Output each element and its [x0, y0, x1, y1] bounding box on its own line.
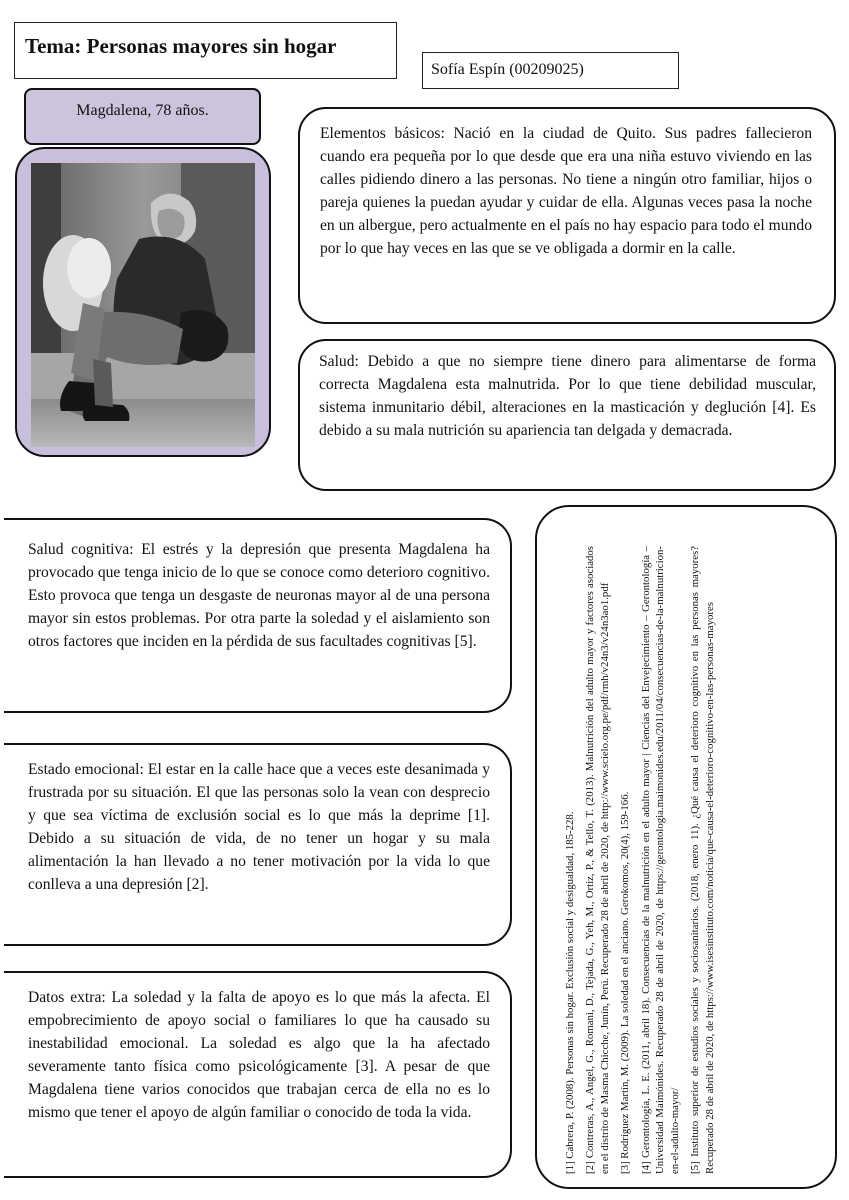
- page-title: Tema: Personas mayores sin hogar: [14, 22, 397, 79]
- reference-item: [3] Rodríguez Martín, M. (2009). La soledad en el anciano. Gerokomos, 20(4), 159-166.: [619, 791, 632, 1174]
- basic-elements-section: Elementos básicos: Nació en la ciudad de Quito. Sus padres fallecieron cuando era pequeña por lo que desde que era una niña estuvo viviendo en las calles pidiendo dinero a las personas. No tiene a ningún otro familiar, hijos o pareja quienes la puedan ayudar y cuidar de ella. Algunas veces pasa la noche en un albergue, pero actualmente en el país no hay espacio para todo el mundo por lo que hay veces en las que se ve obligada a dormir en la calle.: [298, 107, 836, 324]
- references-list: [559, 536, 809, 1176]
- extra-data-text: Datos extra: La soledad y la falta de apoyo es lo que más la afecta. El empobrecimiento de apoyo social o familiares lo que ha causado su inestabilidad emocional. La soledad es algo que la ha afectado severamente tanto física como psicológicamente [3]. A pesar de que Magdalena tiene varios conocidos que trabajan cerca de ella no es lo mismo que tener el apoyo de algún familiar o conocido de toda la vida.: [28, 989, 490, 1121]
- reference-item: [4] Gerontología, L. E. (2011, abril 18). Consecuencias de la malnutrición en el adulto mayor | Ciencias del Envejecimiento – Gerontología – Universidad Maimónides. Recuperado 28 de abril de 2020, de https://gerontologia.maimonides.edu/2011/04/consecuencias-de-la-malnutricion-en-el-adulto-mayor/: [639, 546, 681, 1174]
- cognitive-health-text: Salud cognitiva: El estrés y la depresión que presenta Magdalena ha provocado que tenga inicio de lo que se conoce como deterioro cognitivo. Esto provoca que tenga un desgaste de neuronas mayor al de una persona mayor sin estos problemas. Por otra parte la soledad y el aislamiento son otros factores que inciden en la pérdida de sus facultades cognitivas [5].: [28, 541, 490, 650]
- emotional-state-section: [4, 743, 512, 946]
- references-box: [535, 505, 837, 1189]
- extra-data-section: [4, 971, 512, 1178]
- reference-item: [5] Instituto superior de estudios sociales y sociosanitarios. (2018, enero 11). ¿Qué causa el deterioro cognitivo en las personas mayores? Recuperado 28 de abril de 2020, de https://www.isesinstituto.com/noticia/que-causa-el-deterioro-cognitivo-en-las-personas-mayores: [689, 546, 716, 1174]
- elderly-woman-photo: [31, 163, 255, 447]
- references-container: [559, 521, 809, 1176]
- profile-name: Magdalena, 78 años.: [24, 88, 261, 145]
- photo-frame: [15, 147, 271, 457]
- reference-item: [2] Contreras, A., Angel, G., Romani, D., Tejada, G., Yeh, M., Ortiz, P., & Tello, T. (2013). Malnutrición del adulto mayor y factores asociados en el distrito de Masma Chicche, Junín, Perú. Recuperado 28 de abril de 2020, de http://www.scielo.org.pe/pdf/rmh/v24n3/v24n3ao1.pdf: [584, 546, 611, 1174]
- reference-item: [1] Cabrera, P. (2008). Personas sin hogar. Exclusión social y desigualdad, 185-228.: [564, 811, 576, 1174]
- health-section: Salud: Debido a que no siempre tiene dinero para alimentarse de forma correcta Magdalena esta malnutrida. Por lo que tiene debilidad muscular, sistema inmunitario débil, alteraciones en la masticación y deglución [4]. Es debido a su mala nutrición su apariencia tan delgada y demacrada.: [298, 339, 836, 491]
- emotional-state-text: Estado emocional: El estar en la calle hace que a veces este desanimada y frustrada por su situación. El que las personas solo la vean con desprecio y que sea víctima de exclusión social es lo que más la deprime [1]. Debido a su situación de vida, de no tener un hogar y su mala alimentación la han llevado a no tener motivación por la vida lo que conlleva a una depresión [2].: [28, 761, 490, 893]
- author-label: Sofía Espín (00209025): [422, 52, 679, 89]
- cognitive-health-section: [4, 518, 512, 713]
